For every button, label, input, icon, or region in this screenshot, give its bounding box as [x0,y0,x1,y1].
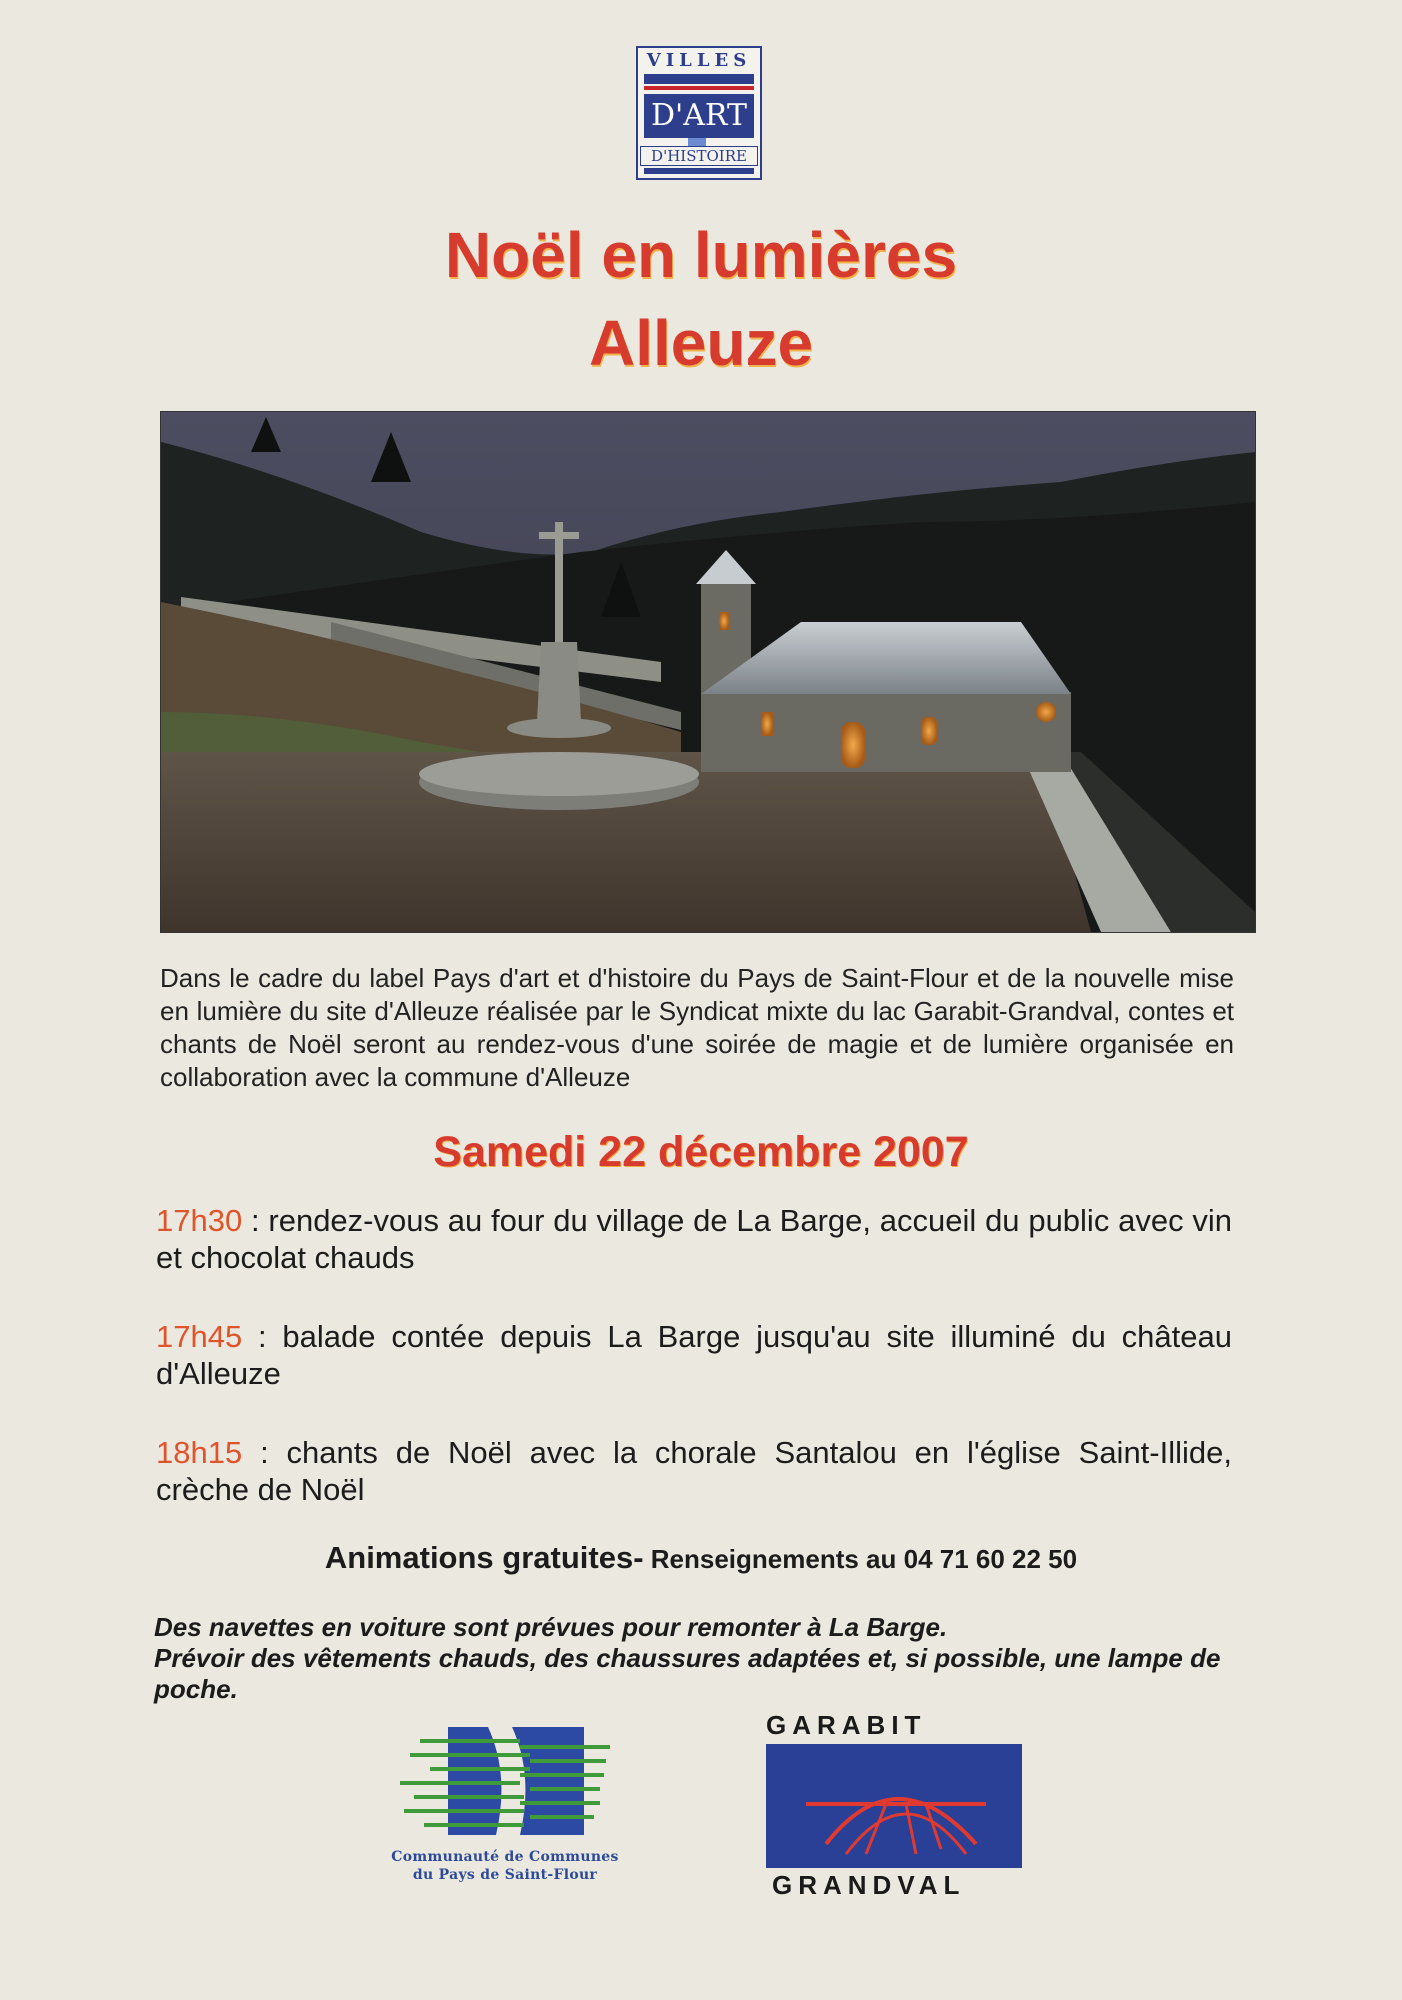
program-text: : chants de Noël avec la chorale Santalou en l'église Saint-Illide, crèche de Noël [156,1435,1232,1507]
logo-band-bottom [644,168,754,174]
note-clothing: Prévoir des vêtements chauds, des chaussures adaptées et, si possible, une lampe de poche. [154,1643,1221,1704]
garabit-bridge-icon [766,1744,1022,1868]
garabit-logo-box [766,1744,1022,1868]
title-line-1: Noël en lumières [444,219,958,291]
practical-notes [154,1612,1234,1705]
program-text: : balade contée depuis La Barge jusqu'au site illuminé du château d'Alleuze [156,1319,1232,1391]
ccpsf-logo-mark [400,1725,610,1845]
event-date: Samedi 22 décembre 2007 [433,1128,969,1176]
program-item [156,1434,1232,1508]
info-phone: Renseignements au 04 71 60 22 50 [643,1544,1078,1574]
program-time: 17h45 [156,1319,243,1354]
program-time: 17h30 [156,1203,243,1238]
animations-label: Animations gratuites- [324,1540,644,1575]
village-night-photo [160,411,1256,933]
note-shuttle: Des navettes en voiture sont prévues pour remonter à La Barge. [154,1612,948,1642]
photo-illustration [161,412,1255,932]
garabit-logo-top-text: GARABIT [766,1710,927,1740]
logo-band-red [644,86,754,90]
garabit-logo-bottom-text: GRANDVAL [772,1870,966,1900]
ccpsf-line-1: Communauté de Communes [391,1849,619,1865]
logo-histoire-text: D'HISTOIRE [640,146,758,166]
ccpsf-logo-text [380,1848,630,1884]
program-time: 18h15 [156,1435,243,1470]
ccpsf-line-2: du Pays de Saint-Flour [412,1867,598,1883]
program-text: : rendez-vous au four du village de La Barge, accueil du public avec vin et chocolat chauds [156,1203,1232,1275]
title-line-2: Alleuze [588,307,814,379]
program-item [156,1202,1232,1276]
villes-art-histoire-logo [636,46,762,180]
animations-info-line [0,1540,1402,1576]
intro-paragraph: Dans le cadre du label Pays d'art et d'histoire du Pays de Saint-Flour et de la nouvelle mise en lumière du site d'Alleuze réalisée par le Syndicat mixte du lac Garabit-Grandval, contes et chants de Noël seront au rendez-vous d'une soirée de magie et de lumière organisée en collaboration avec la commune d'Alleuze [160,963,1234,1092]
logo-dart-text: D'ART [644,94,754,138]
logo-villes-text: VILLES [646,50,752,71]
program-item [156,1318,1232,1392]
logo-et-mark [688,138,706,146]
logo-band [644,74,754,84]
